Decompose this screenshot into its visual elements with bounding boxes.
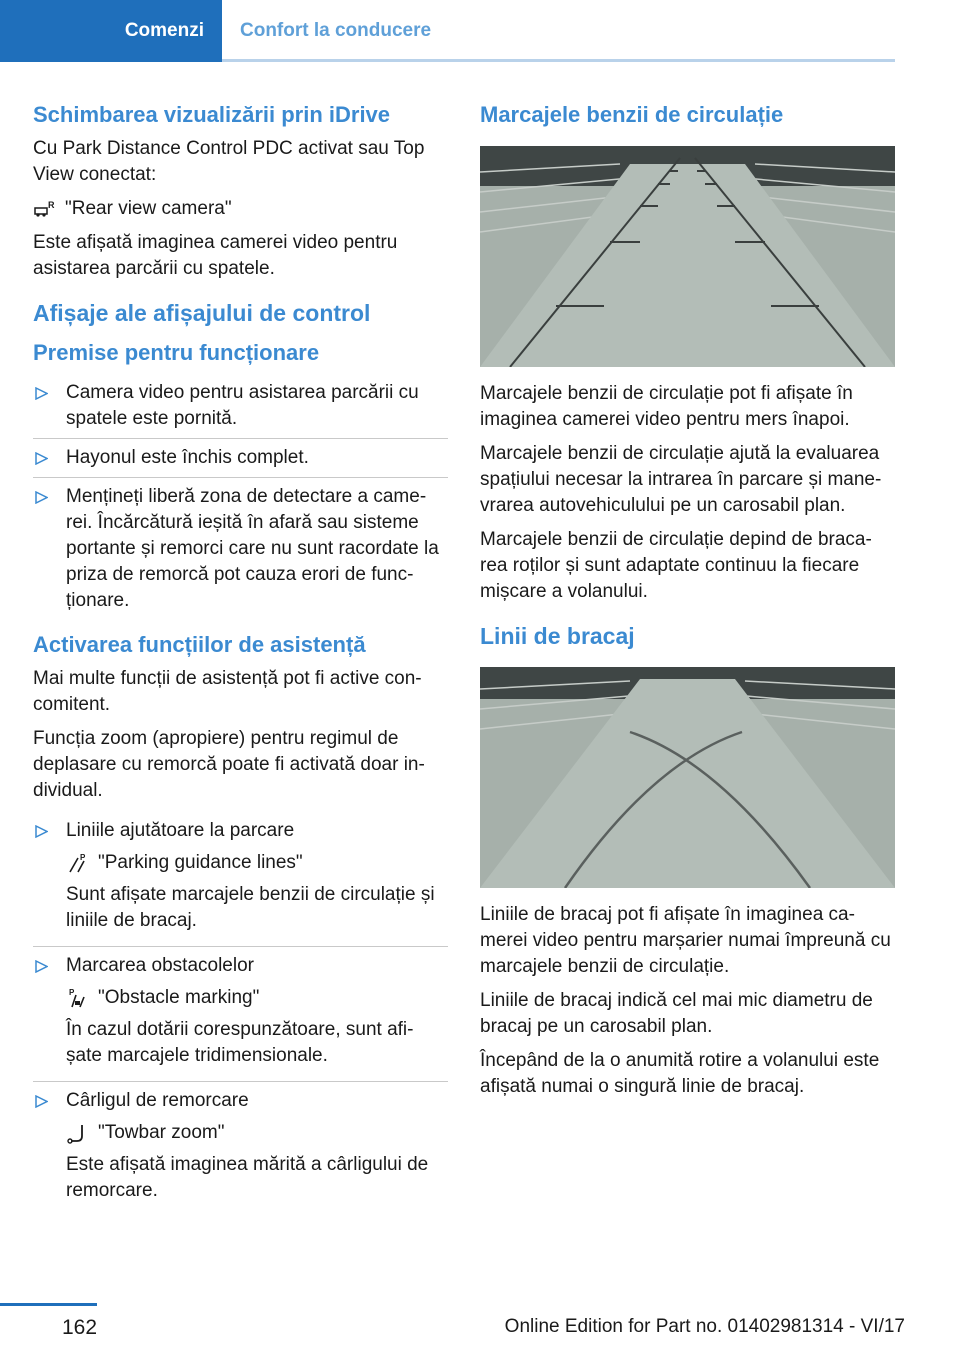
turning-lines-figure xyxy=(480,667,895,888)
heading-schimbarea-vizualizarii: Schimbarea vizualizării prin iDrive xyxy=(33,102,391,127)
right-column xyxy=(480,100,895,1108)
paragraph-linii-3: Începând de la o anumită rotire a volanului este afișată numai o singură linie de bracaj. xyxy=(480,1050,880,1097)
paragraph-marcajele-3: Marcajele benzii de circulație depind de braca- rea roților și sunt adaptate continuu la fiecare mișcare a volanului. xyxy=(480,529,872,602)
rear-view-camera-line xyxy=(33,196,448,222)
left-column xyxy=(33,100,448,1224)
triangle-bullet-icon xyxy=(35,1095,48,1108)
assist-desc: În cazul dotării corespunzătoare, sunt afi- șate marcajele tridimensionale. xyxy=(66,1019,414,1066)
list-item xyxy=(33,812,448,947)
paragraph-mai-multe: Mai multe funcții de asistență pot fi active con- comitent. xyxy=(33,668,422,715)
header-divider xyxy=(222,59,895,62)
edition-note: Online Edition for Part no. 01402981314 - VI/17 xyxy=(504,1316,905,1337)
list-item xyxy=(33,947,448,1082)
parking-guidance-label[interactable]: "Parking guidance lines" xyxy=(98,852,303,873)
paragraph-linii-2: Liniile de bracaj indică cel mai mic diametru de bracaj pe un carosabil plan. xyxy=(480,990,873,1037)
triangle-bullet-icon xyxy=(35,387,48,400)
paragraph-afisata: Este afișată imaginea camerei video pentru asistarea parcării cu spatele. xyxy=(33,232,398,279)
paragraph-marcajele-2: Marcajele benzii de circulație ajută la evaluarea spațiului necesar la intrarea în parcare și mane- vrarea autovehiculului pe un carosabil plan. xyxy=(480,443,882,516)
list-item xyxy=(33,439,448,478)
svg-text:R: R xyxy=(48,200,55,210)
heading-activarea: Activarea funcțiilor de asistență xyxy=(33,632,366,657)
paragraph-pdc: Cu Park Distance Control PDC activat sau Top View conectat: xyxy=(33,138,425,185)
towbar-zoom-icon xyxy=(66,1122,90,1144)
lane-markings-figure xyxy=(480,146,895,367)
triangle-bullet-icon xyxy=(35,960,48,973)
assist-title: Liniile ajutătoare la parcare xyxy=(66,820,295,841)
top-bar xyxy=(0,0,895,62)
tab-confort-la-conducere[interactable]: Confort la conducere xyxy=(240,20,432,41)
page-number: 162 xyxy=(62,1316,98,1339)
heading-linii-de-bracaj: Linii de bracaj xyxy=(480,623,635,649)
premise-text: Camera video pentru asistarea parcării cu spatele este pornită. xyxy=(66,382,419,429)
paragraph-zoom: Funcția zoom (apropiere) pentru regimul de deplasare cu remorcă poate fi activată doar in- dividual. xyxy=(33,728,425,801)
footer-divider xyxy=(0,1303,97,1306)
heading-afisaje: Afișaje ale afișajului de control xyxy=(33,300,371,326)
heading-premise: Premise pentru funcționare xyxy=(33,340,320,365)
assist-list xyxy=(33,812,448,1216)
tab-comenzi[interactable]: Comenzi xyxy=(0,0,222,62)
towbar-zoom-label[interactable]: "Towbar zoom" xyxy=(98,1122,225,1143)
assist-desc: Este afișată imaginea mărită a cârligului de remorcare. xyxy=(66,1154,429,1201)
paragraph-marcajele-1: Marcajele benzii de circulație pot fi afișate în imaginea camerei video pentru mers înapoi. xyxy=(480,383,853,430)
paragraph-linii-1: Liniile de bracaj pot fi afișate în imaginea ca- merei video pentru marșarier numai împreună cu marcajele benzii de circulație. xyxy=(480,904,891,977)
assist-title: Marcarea obstacolelor xyxy=(66,955,254,976)
assist-desc: Sunt afișate marcajele benzii de circulație și liniile de bracaj. xyxy=(66,884,435,931)
premise-list xyxy=(33,374,448,620)
premise-text: Hayonul este închis complet. xyxy=(66,447,309,468)
triangle-bullet-icon xyxy=(35,452,48,465)
svg-text:P: P xyxy=(80,853,86,862)
assist-option xyxy=(66,1120,448,1146)
assist-title: Cârligul de remorcare xyxy=(66,1090,249,1111)
obstacle-marking-label[interactable]: "Obstacle marking" xyxy=(98,987,260,1008)
assist-option xyxy=(66,985,448,1011)
list-item xyxy=(33,374,448,439)
triangle-bullet-icon xyxy=(35,491,48,504)
parking-guidance-icon xyxy=(66,852,90,874)
triangle-bullet-icon xyxy=(35,825,48,838)
list-item xyxy=(33,478,448,620)
heading-marcajele: Marcajele benzii de circulație xyxy=(480,102,784,127)
svg-text:P: P xyxy=(69,988,75,997)
rear-view-camera-icon xyxy=(33,198,57,220)
rear-view-camera-label[interactable]: "Rear view camera" xyxy=(65,198,232,219)
obstacle-marking-icon xyxy=(66,987,90,1009)
list-item xyxy=(33,1082,448,1216)
assist-option xyxy=(66,850,448,876)
premise-text: Mențineți liberă zona de detectare a came- rei. Încărcătură ieșită în afară sau sisteme portante și remorci care nu sunt racordate la priza de remorcă pot cauza erori de func- ționare. xyxy=(66,486,439,611)
